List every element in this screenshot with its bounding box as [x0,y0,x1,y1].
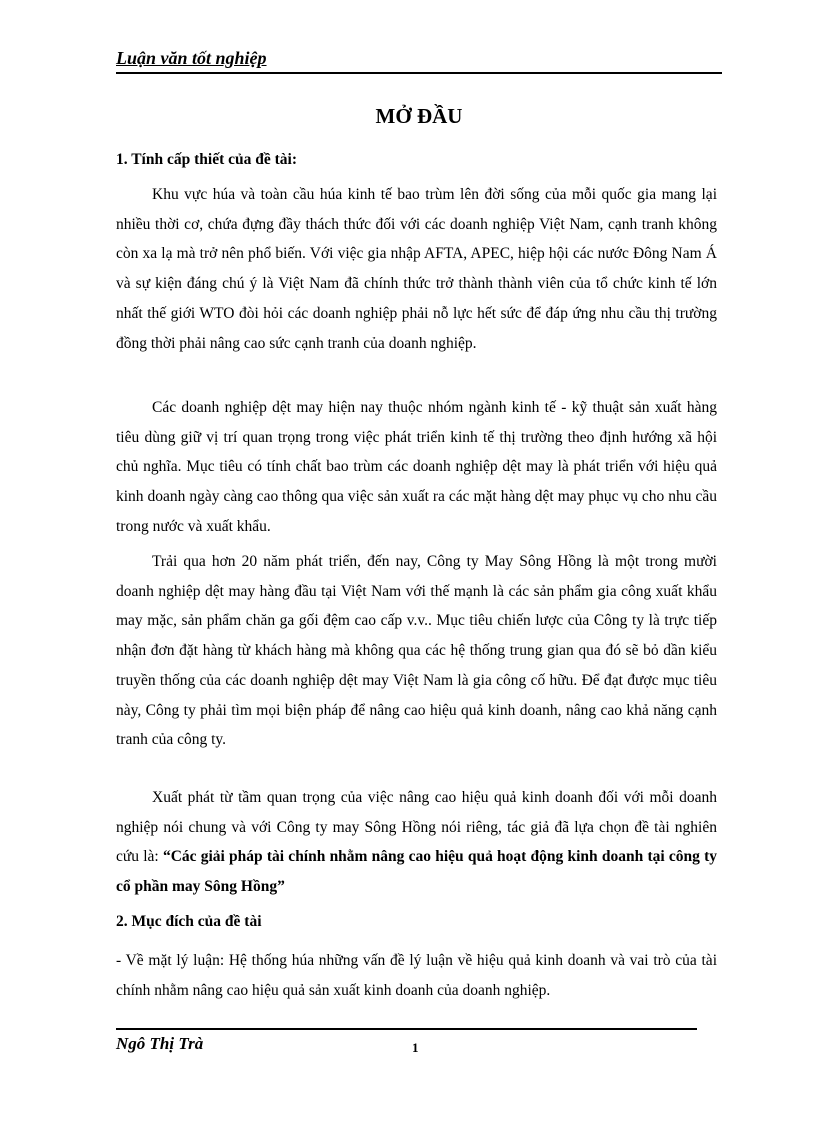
page-header [116,46,722,74]
footer-author: Ngô Thị Trà [116,1034,204,1053]
header-title: Luận văn tốt nghiệp [116,48,267,68]
paragraph-4 [116,783,717,902]
section-heading-2: 2. Mục đích của đề tài [116,913,262,930]
paragraph-4-text: Xuất phát từ tầm quan trọng của việc nâng cao hiệu quả kinh doanh đối với mỗi doanh nghiệp nói chung và với Công ty may Sông Hồng nói riêng, tác giả đã lựa chọn đề tài nghiên cứu là: [116,789,717,866]
research-topic: “Các giải pháp tài chính nhằm nâng cao hiệu quả hoạt động kinh doanh tại công ty cổ phần may Sông Hồng” [116,848,717,896]
page-title: MỞ ĐẦU [375,104,463,128]
section-heading-1: 1. Tính cấp thiết của đề tài: [116,151,297,168]
footer-divider [116,1028,697,1030]
paragraph-1: Khu vực húa và toàn cầu húa kinh tế bao trùm lên đời sống của mỗi quốc gia mang lại nhiều thời cơ, chứa đựng đầy thách thức đối với các doanh nghiệp Việt Nam, cạnh tranh không còn xa lạ mà trở nên phổ biến. Với việc gia nhập AFTA, APEC, hiệp hội các nước Đông Nam Á và sự kiện đáng chú ý là Việt Nam đã chính thức trở thành thành viên của tổ chức kinh tế lớn nhất thế giới WTO đòi hỏi các doanh nghiệp phải nỗ lực hết sức để đáp ứng nhu cầu thị trường đồng thời phải nâng cao sức cạnh tranh của doanh nghiệp. [116,186,717,352]
purpose-paragraph: - Về mặt lý luận: Hệ thống húa những vấn đề lý luận về hiệu quả kinh doanh và vai trò của tài chính nhằm nâng cao hiệu quả sản xuất kinh doanh của doanh nghiệp. [116,952,717,999]
page-number: 1 [412,1040,419,1055]
paragraph-2: Các doanh nghiệp dệt may hiện nay thuộc nhóm ngành kinh tế - kỹ thuật sản xuất hàng tiêu dùng giữ vị trí quan trọng trong việc phát triển kinh tế thị trường theo định hướng xã hội chủ nghĩa. Mục tiêu có tính chất bao trùm các doanh nghiệp dệt may là phát triển với hiệu quả kinh doanh ngày càng cao thông qua việc sản xuất ra các mặt hàng dệt may phục vụ cho nhu cầu trong nước và xuất khẩu. [116,399,717,535]
paragraph-3: Trải qua hơn 20 năm phát triển, đến nay, Công ty May Sông Hồng là một trong mười doanh nghiệp dệt may hàng đầu tại Việt Nam với thế mạnh là các sản phẩm gia công xuất khẩu may mặc, sản phẩm chăn ga gối đệm cao cấp v.v.. Mục tiêu chiến lược của Công ty là trực tiếp nhận đơn đặt hàng từ khách hàng mà không qua các hệ thống trung gian qua đó sẽ bỏ dần kiểu truyền thống của các doanh nghiệp dệt may Việt Nam là gia công cố hữu. Để đạt được mục tiêu này, Công ty phải tìm mọi biện pháp để nâng cao hiệu quả kinh doanh, nâng cao khả năng cạnh tranh của công ty. [116,553,717,749]
